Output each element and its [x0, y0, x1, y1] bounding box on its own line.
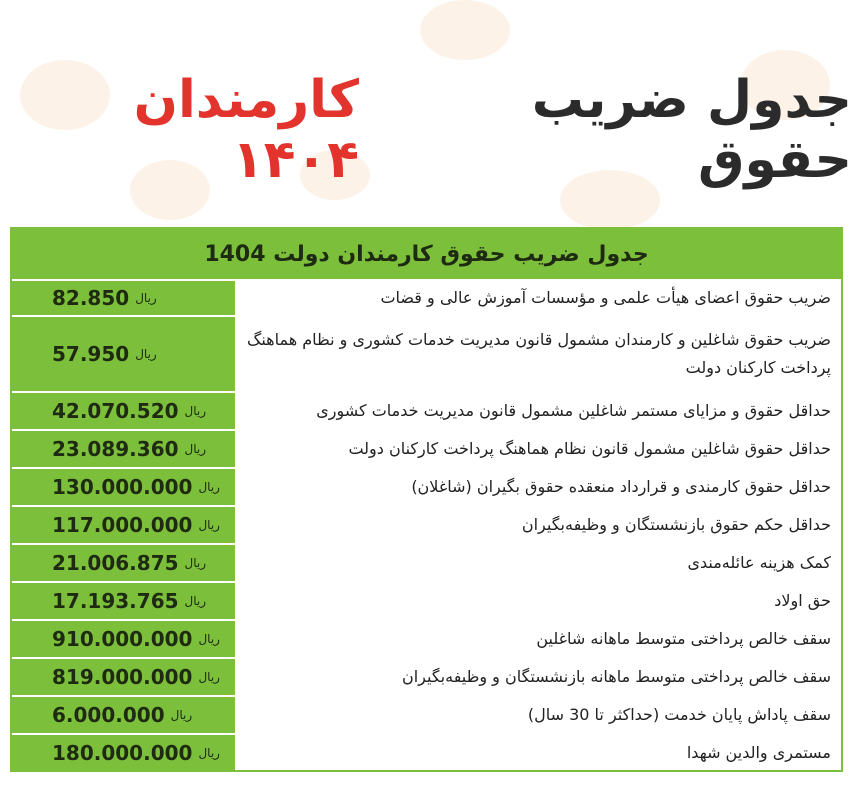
table-row	[12, 279, 841, 315]
value-unit: ریال	[135, 347, 157, 361]
value-unit: ریال	[170, 708, 193, 722]
value-number: 180.000.000	[52, 740, 193, 765]
value-unit: ریال	[198, 632, 220, 646]
poster-title-main: جدول ضریب حقوق	[531, 70, 852, 190]
row-value	[12, 545, 235, 581]
row-value	[12, 469, 235, 505]
watermark-logo: صفحه اقتصاد	[252, 510, 288, 710]
row-label: حداقل حکم حقوق بازنشستگان و وظیفه‌بگیران	[235, 507, 841, 543]
value-number: 130.000.000	[52, 475, 193, 499]
value-unit: ریال	[198, 670, 220, 684]
poster-title	[0, 70, 852, 190]
row-value	[12, 281, 235, 315]
row-label: سقف خالص پرداختی متوسط ماهانه بازنشستگان و وظیفه‌بگیران	[235, 659, 841, 695]
row-value	[12, 697, 235, 733]
table-row	[12, 429, 841, 467]
row-label: ضریب حقوق اعضای هیأت علمی و مؤسسات آموزش عالی و قضات	[235, 281, 841, 315]
row-value	[12, 659, 235, 695]
table-row	[12, 733, 841, 770]
table-row	[12, 467, 841, 505]
value-number: 21.006.875	[52, 551, 179, 575]
row-value	[12, 393, 235, 429]
value-number: 117.000.000	[52, 513, 193, 537]
row-label: مستمری والدین شهدا	[235, 735, 841, 770]
value-number: 17.193.765	[52, 589, 179, 613]
table-row	[12, 695, 841, 733]
value-number: 57.950	[52, 342, 130, 366]
row-label: سقف خالص پرداختی متوسط ماهانه شاغلین	[235, 621, 841, 657]
row-value	[12, 621, 235, 657]
value-number: 819.000.000	[52, 665, 193, 689]
row-value	[12, 583, 235, 619]
table-header: جدول ضریب حقوق کارمندان دولت 1404	[12, 229, 841, 279]
table-row	[12, 581, 841, 619]
value-number: 6.000.000	[52, 703, 165, 727]
table-row	[12, 543, 841, 581]
row-label: ضریب حقوق شاغلین و کارمندان مشمول قانون مدیریت خدمات کشوری و نظام هماهنگ پرداخت کارکنان دولت	[235, 317, 841, 391]
salary-coefficient-table	[10, 227, 843, 772]
row-label: حداقل حقوق شاغلین مشمول قانون نظام هماهنگ پرداخت کارکنان دولت	[235, 431, 841, 467]
table-row	[12, 657, 841, 695]
value-unit: ریال	[198, 745, 220, 760]
value-unit: ریال	[198, 480, 220, 494]
table-row	[12, 619, 841, 657]
row-label: حداقل حقوق و مزایای مستمر شاغلین مشمول قانون مدیریت خدمات کشوری	[235, 393, 841, 429]
row-value	[12, 317, 235, 391]
row-value	[12, 735, 235, 770]
row-label: سقف پاداش پایان خدمت (حداکثر تا 30 سال)	[235, 697, 841, 733]
value-unit: ریال	[135, 291, 157, 305]
table-row	[12, 315, 841, 391]
row-value	[12, 507, 235, 543]
poster-title-highlight: کارمندان ۱۴۰۴	[133, 70, 359, 190]
table-row	[12, 505, 841, 543]
value-number: 82.850	[52, 286, 130, 310]
table-row	[12, 391, 841, 429]
value-unit: ریال	[184, 442, 207, 456]
value-unit: ریال	[184, 594, 207, 608]
value-number: 23.089.360	[52, 437, 179, 461]
value-unit: ریال	[184, 404, 207, 418]
row-label: حداقل حقوق کارمندی و قرارداد منعقده حقوق بگیران (شاغلان)	[235, 469, 841, 505]
value-number: 42.070.520	[52, 399, 179, 423]
row-label: کمک هزینه عائله‌مندی	[235, 545, 841, 581]
row-label: حق اولاد	[235, 583, 841, 619]
row-value	[12, 431, 235, 467]
background-coin-decoration	[420, 0, 510, 60]
value-number: 910.000.000	[52, 627, 193, 651]
value-unit: ریال	[184, 556, 207, 570]
value-unit: ریال	[198, 518, 220, 532]
